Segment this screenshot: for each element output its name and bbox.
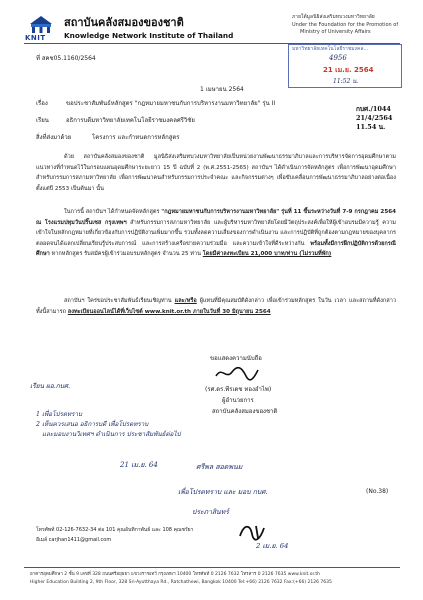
to-label: เรียน xyxy=(36,117,49,124)
annotation-date: 21 เม.ย. 64 xyxy=(120,461,158,469)
para2-course: "กฎหมายมหาชนกับการบริหารงานมหาวิทยาลัย" รุ่นที่ 11 ขึ้นระหว่างวันที่ 7-9 กรกฎาคม 2564 ณ โรงแรมปทุมวันปริ๊นเซส กรุงเทพฯ xyxy=(36,209,396,226)
para2-quota: หากหลักสูตร รับสมัครผู้เข้าร่วมอบรมหลักสูตร จำนวน 25 ท่าน xyxy=(49,251,203,258)
receipt-stamp-title: มหาวิทยาลัยเทคโนโลยีราชมงคล... xyxy=(292,46,369,52)
doc-date: 21/4/2564 xyxy=(356,114,393,122)
para2-workshop: พร้อมทั้งมีการฝึกปฏิบัติการด้วยกรณีศึกษา xyxy=(36,240,396,258)
receipt-date: 21 เม.ย. 2564 xyxy=(323,66,374,74)
annotation-item-2b: และมอบงานวิเทศฯ ดำเนินการ ประชาสัมพันธ์ต่อไป xyxy=(42,431,181,438)
para2-fee: โดยมีค่าลงทะเบียน 21,000 บาท/ท่าน (ไม่รวมที่พัก) xyxy=(202,251,332,258)
para2-body: สำหรับกรรมการสภามหาวิทยาลัย และผู้บริหารมหาวิทยาลัยโดยมีวัตถุประสงค์เพื่อให้ผู้เข้าอบรมมีความรู้ ความเข้าใจในหลักกฎหมายที่เกี่ยวข้องกับการปฏิบัติงานเพิ่มมากขึ้น รวมทั้งลดความเสี่ยงของการดำเนินงาน และการปฏิบัติที่ถูกต้องตามกฎหมายของบุคลากร ตลอดจนได้แลกเปลี่ยนเรียนรู้ประสบการณ์ และการสร้างเครือข่ายความร่วมมือ และความเข้าใจที่ดีระหว่างกัน xyxy=(36,219,396,247)
contact-email: อีเมล์ carjhan1411@gmail.com xyxy=(36,537,112,543)
director-signature xyxy=(212,364,262,382)
to-text: อธิการบดีมหาวิทยาลัยเทคโนโลยีราชมงคลศรีวิชัย xyxy=(66,117,195,124)
signer-title-1: ผู้อำนวยการ xyxy=(222,397,254,404)
foundation-en-1: Under the Foundation for the Promotion of xyxy=(292,22,399,28)
logo-text: KNIT xyxy=(25,34,46,42)
contact-phone: โทรศัพท์ 02-126-7632-34 ต่อ 101 คุณอันทิกาพันธ์ และ 108 คุณชรัยา xyxy=(36,527,194,533)
paragraph-3 xyxy=(36,296,396,317)
attach-text: โครงการ และกำหนดการหลักสูตร xyxy=(92,134,180,141)
annotation-sign-2: ประภาสินทร์ xyxy=(192,508,229,516)
subject-label: เรื่อง xyxy=(36,100,48,107)
ref-number: ที่ สคช05.1160/2564 xyxy=(36,55,96,62)
closing-text: ขอแสดงความนับถือ xyxy=(210,355,262,362)
subject-text: ขอประชาสัมพันธ์หลักสูตร "กฎหมายมหาชนกับการบริหารงานมหาวิทยาลัย" รุ่น II xyxy=(66,100,276,107)
annotation-assign: เพื่อโปรดทราบ และ มอบ กบศ. xyxy=(178,488,268,496)
footer-address-en: Higher Education Building 2, 9th Floor, 328 Sri-Ayutthaya Rd., Ratchathewi, Bangkok 10400 Tel:+66) 2126 7632 Fax:(+66) 2126 7635 xyxy=(30,580,332,585)
doc-number: กบศ./1044 xyxy=(356,105,391,113)
annotation-no38: (No.38) xyxy=(366,488,389,495)
para3-intro: สถาบันฯ ใคร่ขอประชาสัมพันธ์เรียนเชิญท่าน xyxy=(64,298,175,304)
doc-time: 11.54 น. xyxy=(356,123,386,131)
foundation-th: ภายใต้มูลนิธิส่งเสริมทบวงมหาวิทยาลัย xyxy=(292,14,375,20)
attach-label: สิ่งที่ส่งมาด้วย xyxy=(36,134,72,141)
org-name-en: Knowledge Network Institute of Thailand xyxy=(64,31,234,40)
para2-intro: ในการนี้ สถาบันฯ ได้กำหนดจัดหลักสูตร xyxy=(64,209,162,215)
annotation-item-2a: 2 เห็นควรเสนอ อธิการบดี เพื่อโปรดทราบ xyxy=(36,421,149,428)
signer-title-2: สถาบันคลังสมองของชาติ xyxy=(212,408,278,415)
para3-register: ลงทะเบียนออนไลน์ได้ที่เว็บไซต์ www.knit.or.th ภายในวันที่ 30 มิถุนายน 2564 xyxy=(67,308,271,315)
para3-andor: และ/หรือ xyxy=(174,298,197,304)
paragraph-2 xyxy=(36,207,396,260)
paragraph-1: ด้วย สถาบันคลังสมองของชาติ มูลนิธิส่งเสริมทบวงมหาวิทยาลัยเป็นหน่วยงานพัฒนาธรรมาภิบาลและการบริหารจัดการอุดมศึกษาตามแนวทางที่กำหนดไว้ในกรอบแผนอุดมศึกษาระยะยาว 15 ปี ฉบับที่ 2 (พ.ศ.2551-2565) สถาบันฯ ได้ดำเนินการจัดหลักสูตร เพื่อการพัฒนาอุดมศึกษาสำหรับกรรมการสภามหาวิทยาลัย เพื่อการพัฒนาคนสำหรับกรรมการประจำคณะ และกิจกรรมต่างๆ เพื่อขับเคลื่อนการพัฒนาธรรมาภิบาลอย่างต่อเนื่องตั้งแต่ปี 2553 เป็นต้นมา นั้น xyxy=(36,154,396,192)
footer-address-th: อาคารอุดมศึกษา 2 ชั้น 9 เลขที่ 328 ถนนศรีอยุธยา แขวงราชเทวี กรุงเทพฯ 10400 โทรศัพท์ 0 2126 7632 โทรสาร 0 2126 7635 www.knit.or.th xyxy=(30,572,320,577)
annotation-item-1: 1 เพื่อโปรดทราบ xyxy=(36,411,83,418)
signer-name: (รศ.ดร.พีรเดช ทองอำไพ) xyxy=(205,386,272,393)
para3-body: ผู้แทนที่มีคุณสมบัติดังกล่าว เพื่อเข้าร่วมหลักสูตร ในวัน เวลา และสถานที่ดังกล่าว ทั้งนี้สามารถ xyxy=(36,298,396,315)
receipt-time: 11:52 น. xyxy=(333,78,359,85)
receipt-number: 4956 xyxy=(329,54,347,62)
annotation-date-2: 2 เม.ย. 64 xyxy=(256,542,289,550)
org-name-th: สถาบันคลังสมองของชาติ xyxy=(64,16,184,29)
annotation-recipient: เรียน ผอ.กบศ. xyxy=(30,382,71,390)
receipt-stamp xyxy=(288,44,402,88)
annotation-sign-1: ศรีพล สอดพนม xyxy=(196,463,243,471)
foundation-en-2: Ministry of University Affairs xyxy=(300,29,371,35)
footer-divider xyxy=(24,567,400,568)
letter-date: 1 เมษายน 2564 xyxy=(200,86,244,93)
